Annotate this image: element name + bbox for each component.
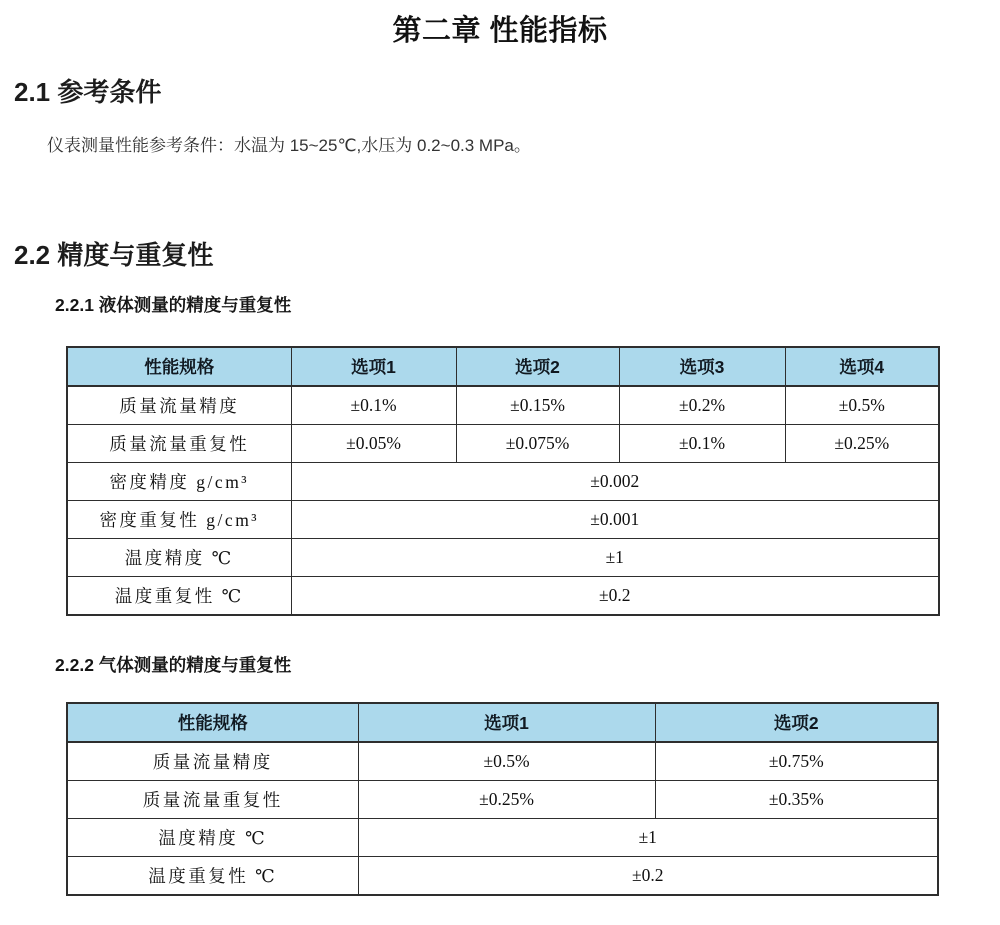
table-row-mass-flow-repeatability <box>67 781 938 819</box>
spec-value-cell: ±0.35% <box>655 781 938 819</box>
spec-label-cell: 密度精度 g/cm³ <box>67 463 291 501</box>
table-row-temperature-accuracy <box>67 539 939 577</box>
gas-table-header-row <box>67 703 938 742</box>
table-row-mass-flow-accuracy <box>67 742 938 781</box>
liquid-accuracy-table <box>66 346 940 616</box>
table-row-temperature-repeatability <box>67 857 938 896</box>
table-row-mass-flow-repeatability <box>67 425 939 463</box>
table-row-density-accuracy <box>67 463 939 501</box>
spec-label-cell: 温度重复性 ℃ <box>67 577 291 616</box>
column-header-spec: 性能规格 <box>67 347 291 386</box>
spec-label-cell: 质量流量重复性 <box>67 425 291 463</box>
spec-value-cell-span: ±1 <box>291 539 939 577</box>
table-row-temperature-repeatability <box>67 577 939 616</box>
subsection-2-2-2-heading: 2.2.2 气体测量的精度与重复性 <box>55 655 292 675</box>
chapter-title: 第二章 性能指标 <box>392 15 608 47</box>
spec-value-cell: ±0.5% <box>785 386 939 425</box>
column-header-option2: 选项2 <box>456 347 619 386</box>
column-header-option3: 选项3 <box>619 347 785 386</box>
spec-label-cell: 温度精度 ℃ <box>67 539 291 577</box>
spec-value-cell-span: ±0.2 <box>291 577 939 616</box>
reference-conditions-text: 仪表测量性能参考条件：水温为 15~25℃,水压为 0.2~0.3 MPa。 <box>47 136 531 155</box>
spec-value-cell: ±0.5% <box>358 742 655 781</box>
document-page <box>0 14 1000 925</box>
spec-label-cell: 密度重复性 g/cm³ <box>67 501 291 539</box>
spec-value-cell: ±0.75% <box>655 742 938 781</box>
column-header-spec: 性能规格 <box>67 703 358 742</box>
section-2-1-heading: 2.1 参考条件 <box>14 77 162 107</box>
column-header-option2: 选项2 <box>655 703 938 742</box>
spec-value-cell-span: ±0.001 <box>291 501 939 539</box>
spec-label-cell: 温度重复性 ℃ <box>67 857 358 896</box>
spec-value-cell: ±0.075% <box>456 425 619 463</box>
column-header-option1: 选项1 <box>291 347 456 386</box>
spec-label-cell: 质量流量精度 <box>67 742 358 781</box>
section-2-2-heading: 2.2 精度与重复性 <box>14 240 214 270</box>
spec-value-cell-span: ±0.2 <box>358 857 938 896</box>
spec-value-cell: ±0.1% <box>619 425 785 463</box>
spec-value-cell: ±0.2% <box>619 386 785 425</box>
subsection-2-2-1-heading: 2.2.1 液体测量的精度与重复性 <box>55 295 292 315</box>
spec-value-cell: ±0.05% <box>291 425 456 463</box>
table-row-density-repeatability <box>67 501 939 539</box>
column-header-option4: 选项4 <box>785 347 939 386</box>
spec-value-cell: ±0.1% <box>291 386 456 425</box>
spec-label-cell: 温度精度 ℃ <box>67 819 358 857</box>
liquid-table-header-row <box>67 347 939 386</box>
spec-value-cell: ±0.25% <box>785 425 939 463</box>
spec-label-cell: 质量流量重复性 <box>67 781 358 819</box>
spec-value-cell-span: ±1 <box>358 819 938 857</box>
column-header-option1: 选项1 <box>358 703 655 742</box>
table-row-temperature-accuracy <box>67 819 938 857</box>
spec-value-cell: ±0.25% <box>358 781 655 819</box>
spec-label-cell: 质量流量精度 <box>67 386 291 425</box>
gas-accuracy-table <box>66 702 939 896</box>
table-row-mass-flow-accuracy <box>67 386 939 425</box>
spec-value-cell: ±0.15% <box>456 386 619 425</box>
spec-value-cell-span: ±0.002 <box>291 463 939 501</box>
